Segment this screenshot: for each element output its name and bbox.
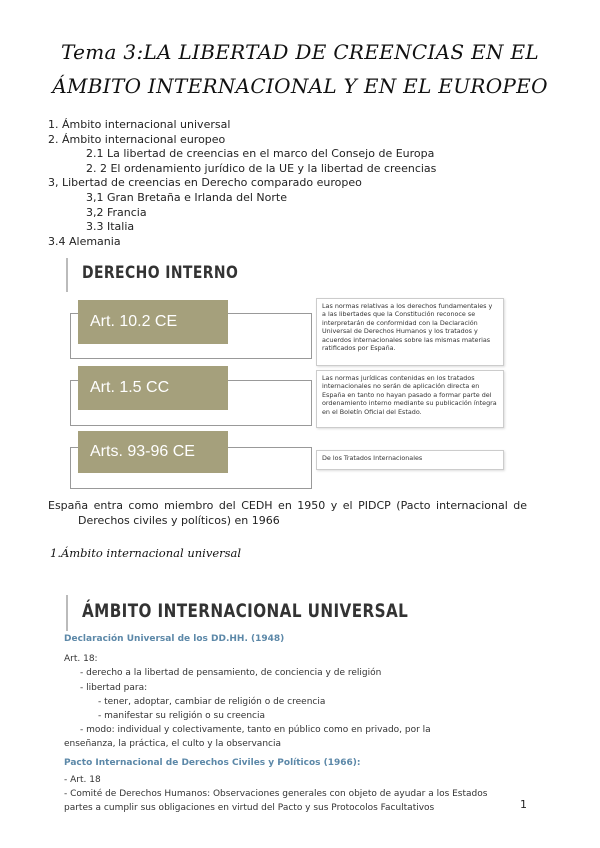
article-note: De los Tratados Internacionales: [316, 450, 504, 470]
declaracion-heading: Declaración Universal de los DD.HH. (1948): [64, 634, 285, 644]
ambito-line: enseñanza, la práctica, el culto y la observancia: [64, 739, 281, 749]
paragraph-line: España entra como miembro del CEDH en 1950 y el PIDCP (Pacto internacional de: [48, 499, 528, 512]
toc-item: 2. 2 El ordenamiento jurídico de la UE y la libertad de creencias: [86, 161, 437, 175]
article-label: Art. 10.2 CE: [78, 300, 228, 344]
ambito-line: - modo: individual y colectivamente, tanto en público como en privado, por la: [80, 725, 431, 735]
ambito-line: - tener, adoptar, cambiar de religión o de creencia: [98, 697, 326, 707]
toc-item: 1. Ámbito internacional universal: [48, 118, 231, 131]
document-title-line-1: Tema 3:LA LIBERTAD DE CREENCIAS EN EL: [61, 40, 539, 64]
article-note: Las normas jurídicas contenidas en los tratados internacionales no serán de aplicación directa en España en tanto no hayan pasado a formar parte del ordenamiento interno mediante su publicación íntegra en el Boletín Oficial del Estado.: [316, 370, 504, 428]
pacto-heading: Pacto Internacional de Derechos Civiles y Políticos (1966):: [64, 758, 361, 768]
ambito-title: ÁMBITO INTERNACIONAL UNIVERSAL: [82, 600, 409, 622]
section-subheading: 1.Ámbito internacional universal: [50, 546, 242, 560]
toc-item: 3,2 Francia: [86, 205, 147, 219]
table-of-contents: [48, 118, 436, 249]
pacto-line: - Comité de Derechos Humanos: Observaciones generales con objeto de ayudar a los Estados: [64, 789, 488, 799]
ambito-line: - manifestar su religión o su creencia: [98, 711, 265, 721]
ambito-line: - libertad para:: [80, 683, 148, 693]
heading-accent-bar: [66, 595, 68, 631]
derecho-interno-title: DERECHO INTERNO: [82, 263, 239, 283]
page-number: 1: [520, 798, 527, 811]
heading-accent-bar: [66, 258, 68, 292]
toc-item: 3, Libertad de creencias en Derecho comparado europeo: [48, 176, 362, 190]
pacto-line: - Art. 18: [64, 775, 101, 785]
toc-item: 2.1 La libertad de creencias en el marco del Consejo de Europa: [86, 147, 435, 161]
toc-item: 3.4 Alemania: [48, 234, 121, 248]
article-note: Las normas relativas a los derechos fundamentales y a las libertades que la Constitución reconoce se interpretarán de conformidad con la Declaración Universal de Derechos Humanos y los tratados y acuerdos internacionales sobre las mismas materias ratificados por España.: [316, 298, 504, 366]
article-label: Art. 1.5 CC: [78, 366, 228, 410]
ambito-line: Art. 18:: [64, 654, 98, 664]
body-paragraph: [48, 498, 563, 528]
toc-item: 2. Ámbito internacional europeo: [48, 132, 226, 146]
toc-item: 3.3 Italia: [86, 220, 135, 234]
ambito-line: - derecho a la libertad de pensamiento, de conciencia y de religión: [80, 668, 382, 678]
toc-item: 3,1 Gran Bretaña e Irlanda del Norte: [86, 190, 287, 204]
pacto-line: partes a cumplir sus obligaciones en virtud del Pacto y sus Protocolos Facultativos: [64, 803, 435, 813]
paragraph-line: Derechos civiles y políticos) en 1966: [78, 514, 280, 527]
article-label: Arts. 93-96 CE: [78, 431, 228, 473]
document-title-line-2: ÁMBITO INTERNACIONAL Y EN EL EUROPEO: [52, 74, 548, 98]
